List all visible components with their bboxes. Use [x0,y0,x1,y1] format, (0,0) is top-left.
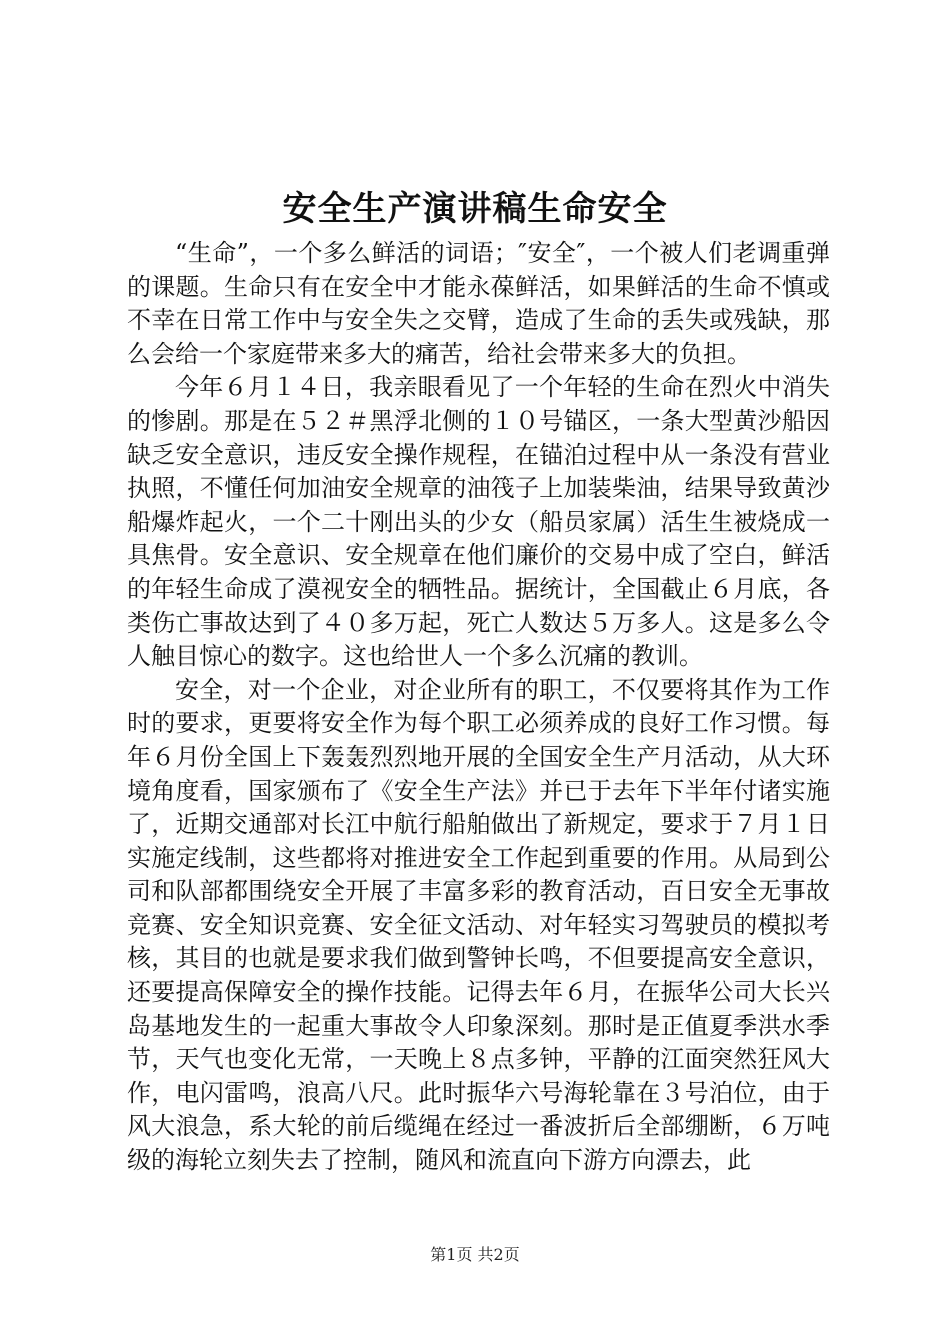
document-body [127,237,830,1178]
document-title: 安全生产演讲稿生命安全 [282,189,668,229]
paragraph: 安全，对一个企业，对企业所有的职工，不仅要将其作为工作时的要求，更要将安全作为每个职工必须养成的良好工作习惯。每年６月份全国上下轰轰烈烈地开展的全国安全生产月活动，从大环境角度看，国家颁布了《安全生产法》并已于去年下半年付诸实施了，近期交通部对长江中航行船舶做出了新规定，要求于７月１日实施定线制，这些都将对推进安全工作起到重要的作用。从局到公司和队部都围绕安全开展了丰富多彩的教育活动，百日安全无事故竞赛、安全知识竞赛、安全征文活动、对年轻实习驾驶员的模拟考核，其目的也就是要求我们做到警钟长鸣，不但要提高安全意识，还要提高保障安全的操作技能。记得去年６月，在振华公司大长兴岛基地发生的一起重大事故令人印象深刻。那时是正值夏季洪水季节，天气也变化无常，一天晚上８点多钟，平静的江面突然狂风大作，电闪雷鸣，浪高八尺。此时振华六号海轮靠在３号泊位，由于风大浪急，系大轮的前后缆绳在经过一番波折后全部绷断，６万吨级的海轮立刻失去了控制，随风和流直向下游方向漂去，此 [127,675,830,1175]
paragraph: 今年６月１４日，我亲眼看见了一个年轻的生命在烈火中消失的惨剧。那是在５２＃黑浮北侧的１０号锚区，一条大型黄沙船因缺乏安全意识，违反安全操作规程，在锚泊过程中从一条没有营业执照，不懂任何加油安全规章的油筏子上加装柴油，结果导致黄沙船爆炸起火，一个二十刚出头的少女（船员家属）活生生被烧成一具焦骨。安全意识、安全规章在他们廉价的交易中成了空白，鲜活的年轻生命成了漠视安全的牺牲品。据统计，全国截止６月底，各类伤亡事故达到了４０多万起，死亡人数达５万多人。这是多么令人触目惊心的数字。这也给世人一个多么沉痛的教训。 [127,373,830,671]
page-number-footer: 第1页 共2页 [430,1245,520,1264]
paragraph: “生命”，一个多么鲜活的词语；″安全″，一个被人们老调重弹的课题。生命只有在安全中才能永葆鲜活，如果鲜活的生命不慎或不幸在日常工作中与安全失之交臂，造成了生命的丢失或残缺，那么会给一个家庭带来多大的痛苦，给社会带来多大的负担。 [127,239,830,368]
